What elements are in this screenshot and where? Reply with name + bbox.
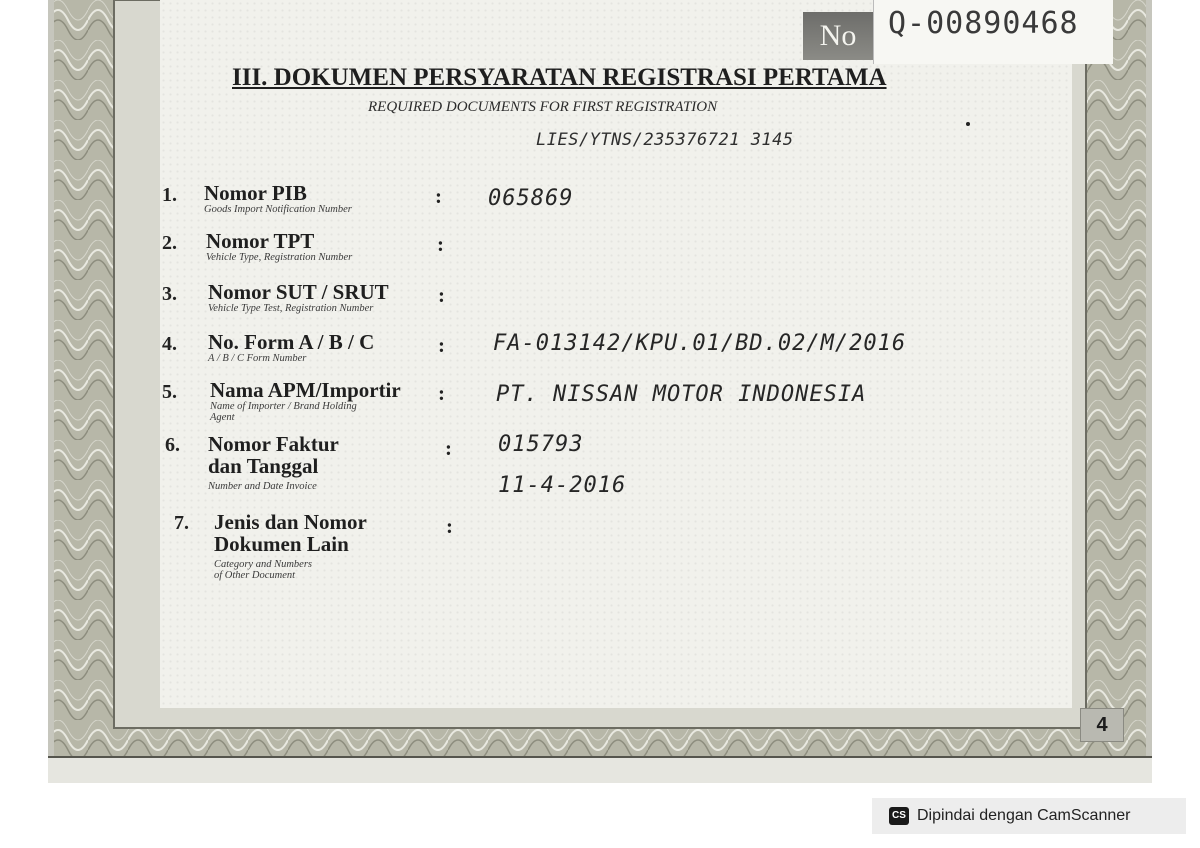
document-scan [48,0,1152,783]
field-label-text: Nama APM/Importir [210,378,401,402]
field-label-text: Nomor Faktur [208,432,339,456]
row-number: 7. [174,512,189,534]
field-label-form-abc [208,331,374,364]
row-number: 3. [162,283,177,305]
colon: : [438,333,445,357]
field-value-form-abc: FA-013142/KPU.01/BD.02/M/2016 [493,331,907,356]
field-label-english: Vehicle Type Test, Registration Number [208,303,374,314]
field-label-nama-apm [210,379,401,423]
field-label-english-cont: of Other Document [214,570,296,581]
field-label-english: Goods Import Notification Number [204,204,352,215]
no-label: No [803,12,873,60]
handwritten-reference: LIES/YTNS/235376721 3145 [536,130,794,150]
row-number: 1. [162,184,177,206]
page-title [232,64,902,92]
page-title-text: III. DOKUMEN PERSYARATAN REGISTRASI PERTAMA [232,64,887,91]
row-number: 4. [162,333,177,355]
field-label-english: Vehicle Type, Registration Number [206,252,353,263]
colon: : [446,514,453,538]
row-number: 6. [165,434,180,456]
colon: : [445,436,452,460]
field-value-nomor-faktur: 015793 [498,432,584,457]
field-label-dokumen-lain [214,511,367,581]
field-label-text: Nomor PIB [204,181,307,205]
field-label-english: Number and Date Invoice [208,481,317,492]
colon: : [437,232,444,256]
field-label-english: A / B / C Form Number [208,353,307,364]
colon: : [438,283,445,307]
camscanner-text: Dipindai dengan CamScanner [917,807,1131,824]
camscanner-logo-icon: CS [889,807,909,825]
page-subtitle: REQUIRED DOCUMENTS FOR FIRST REGISTRATION [368,99,718,115]
field-label-english: Name of Importer / Brand Holding [210,401,357,412]
page-number: 4 [1080,708,1124,742]
field-label-english-cont: Agent [210,412,235,423]
field-value-nama-apm: PT. NISSAN MOTOR INDONESIA [496,382,867,407]
serial-number: Q-00890468 [873,0,1113,64]
camscanner-watermark [872,798,1186,834]
ink-dot [966,122,970,126]
field-label-nomor-faktur [208,433,339,492]
field-label-english: Category and Numbers [214,559,312,570]
field-label-nomor-tpt [206,230,352,263]
field-label-text: Nomor SUT / SRUT [208,280,389,304]
row-number: 5. [162,381,177,403]
field-value-tanggal-faktur: 11-4-2016 [498,473,627,498]
field-value-nomor-pib: 065869 [488,186,574,211]
field-label-text-cont: dan Tanggal [208,454,319,478]
field-label-nomor-sut [208,281,389,314]
field-label-nomor-pib [204,182,352,215]
field-label-text-cont: Dokumen Lain [214,532,349,556]
colon: : [438,381,445,405]
field-label-text: Jenis dan Nomor [214,510,367,534]
field-label-text: No. Form A / B / C [208,330,375,354]
field-label-text: Nomor TPT [206,229,315,253]
row-number: 2. [162,232,177,254]
colon: : [435,184,442,208]
